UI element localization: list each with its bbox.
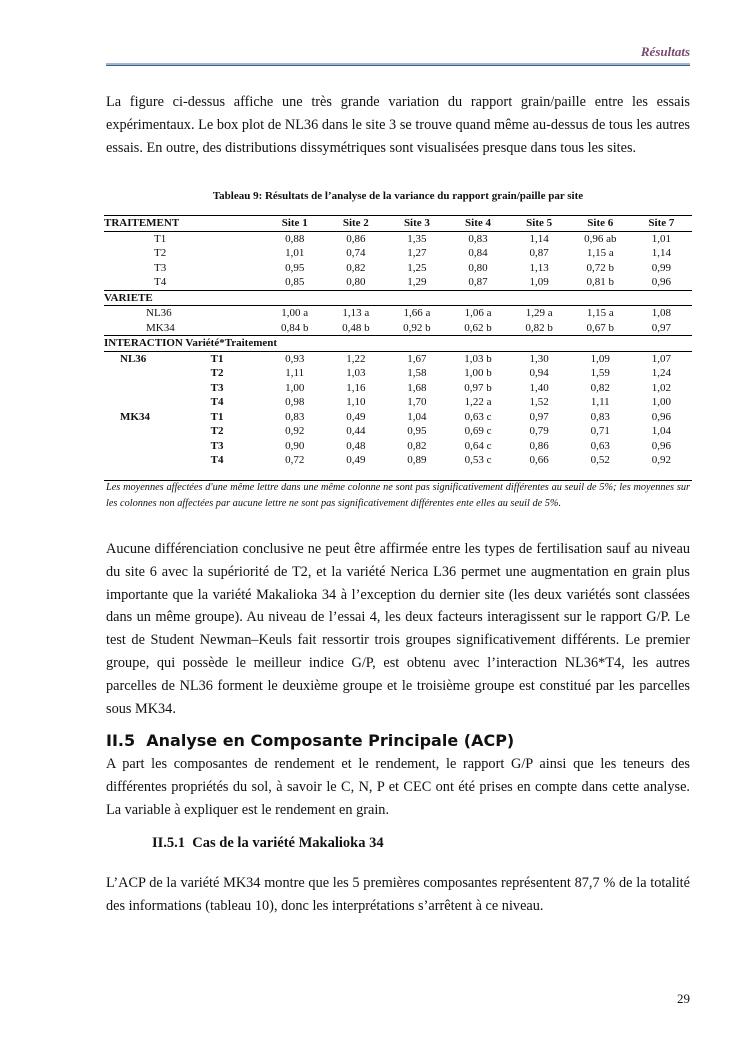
table-cell: 0,99 bbox=[651, 261, 672, 274]
header-site-2: Site 2 bbox=[325, 216, 386, 232]
table-cell: 1,40 bbox=[529, 381, 549, 394]
header-rule bbox=[106, 63, 690, 66]
table-cell: 0,80 bbox=[346, 276, 366, 288]
table-cell: 1,16 bbox=[346, 381, 366, 394]
header-site-7: Site 7 bbox=[631, 216, 692, 232]
table-cell: 0,92 bbox=[285, 425, 305, 437]
variety-label bbox=[104, 453, 195, 480]
table-cell: 1,00 a bbox=[281, 307, 309, 319]
table-cell: 0,92 b bbox=[403, 321, 431, 334]
table-cell: 1,59 bbox=[590, 367, 610, 379]
table-cell: 0,86 bbox=[529, 439, 549, 452]
table-cell: 0,63 c bbox=[464, 410, 492, 423]
paragraph-acp-intro: A part les composantes de rendement et le rendement, le rapport G/P ainsi que les teneurs des différentes propriétés du sol, à savoir le C, N, P et CEC ont été prises en compte dans cette analyse. La variable à expliquer est le rendement en grain. bbox=[106, 756, 690, 818]
table-cell: 1,06 a bbox=[464, 307, 492, 319]
table-cell: 0,93 bbox=[285, 352, 305, 365]
table-cell: 0,82 bbox=[590, 381, 610, 394]
table-cell: 1,52 bbox=[529, 396, 549, 408]
table-row bbox=[104, 453, 692, 480]
treatment-label: T1 bbox=[210, 410, 224, 423]
table-cell: 1,03 b bbox=[464, 352, 492, 365]
table-row bbox=[104, 351, 692, 366]
variete-section-label: VARIETE bbox=[104, 290, 692, 306]
table-footnote: Les moyennes affectées d'une même lettre dans une même colonne ne sont pas significativement différentes au seuil de 5%; les moyennes sur les colonnes non affectées par aucune lettre ne sont pas significativement différentes ente elles au seuil de 5%. bbox=[106, 482, 690, 509]
treatment-label: T1 bbox=[210, 352, 224, 365]
table-cell: 1,25 bbox=[407, 261, 427, 274]
treatment-label: T3 bbox=[210, 439, 224, 452]
table-row bbox=[104, 366, 692, 381]
variety-label bbox=[104, 366, 195, 381]
table-cell: 1,11 bbox=[285, 367, 305, 379]
table-caption: Tableau 9: Résultats de l’analyse de la variance du rapport grain/paille par site bbox=[212, 190, 584, 202]
table-row bbox=[104, 246, 692, 261]
table-cell: 1,15 a bbox=[586, 307, 614, 319]
table-cell: 0,89 bbox=[386, 453, 447, 480]
table-cell: 0,49 bbox=[325, 453, 386, 480]
table-cell: 1,04 bbox=[651, 425, 672, 437]
traitement-rows bbox=[104, 231, 692, 290]
table-cell: 0,72 b bbox=[586, 261, 614, 274]
table-cell: 0,87 bbox=[468, 276, 488, 288]
header-site-6: Site 6 bbox=[570, 216, 631, 232]
table-cell: 1,00 bbox=[285, 381, 305, 394]
table-cell: 0,69 c bbox=[464, 425, 492, 437]
table-cell: 0,44 bbox=[346, 425, 366, 437]
variety-label bbox=[104, 381, 195, 396]
table-cell: 0,92 bbox=[631, 453, 692, 480]
table-row bbox=[104, 231, 692, 246]
table-cell: 1,58 bbox=[407, 367, 427, 379]
table-cell: 1,70 bbox=[407, 396, 427, 408]
page-number: 29 bbox=[677, 991, 690, 1006]
table-cell: 1,08 bbox=[651, 307, 672, 319]
table-cell: 1,15 a bbox=[586, 247, 614, 259]
table-cell: 0,96 bbox=[651, 410, 672, 423]
table-cell: 0,52 bbox=[570, 453, 631, 480]
table-cell: 0,80 bbox=[468, 261, 488, 274]
table-cell: 0,83 bbox=[285, 410, 305, 423]
table-cell: 1,30 bbox=[529, 352, 549, 365]
header-site-1: Site 1 bbox=[264, 216, 325, 232]
table-cell: 0,95 bbox=[407, 425, 427, 437]
table-cell: 1,00 b bbox=[464, 367, 492, 379]
subsection-heading bbox=[152, 835, 384, 852]
table-cell: 1,24 bbox=[651, 367, 672, 379]
table-cell: 1,22 bbox=[346, 352, 366, 365]
table-cell: 0,81 b bbox=[586, 276, 614, 288]
table-header-row bbox=[104, 216, 692, 232]
header-site-5: Site 5 bbox=[509, 216, 570, 232]
header-traitement: TRAITEMENT bbox=[104, 216, 264, 232]
table-cell: 0,97 b bbox=[464, 381, 492, 394]
header-site-4: Site 4 bbox=[447, 216, 508, 232]
table-cell: 1,66 a bbox=[403, 307, 431, 319]
variety-label bbox=[104, 439, 195, 454]
treatment-label: T4 bbox=[195, 453, 265, 480]
paragraph-discussion: Aucune différenciation conclusive ne peut être affirmée entre les types de fertilisation sauf au niveau du site 6 avec la supériorité de T2, et la variété Nerica L36 permet une augmentation en grain plus importante que la variété Makalioka 34 à l’exception du dernier site (les deux variétés sont classées dans un même groupe). Au niveau de l’essai 4, les deux facteurs interagissent sur le rapport G/P. Le test de Student Newman–Keuls fait ressortir trois groupes significativement différents. Le premier groupe, qui possède le meilleur indice G/P, est obtenu avec l’interaction NL36*T4, les autres parcelles de NL36 forment le deuxième groupe et le troisième groupe est constitué par les parcelles sous MK34. bbox=[106, 541, 690, 717]
table-row bbox=[104, 424, 692, 439]
table-cell: 1,13 bbox=[529, 261, 549, 274]
table-cell: 1,01 bbox=[285, 247, 305, 259]
table-cell: 0,82 b bbox=[525, 321, 553, 334]
table-cell: 0,83 bbox=[468, 232, 488, 245]
interaction-rows bbox=[104, 351, 692, 480]
table-cell: 0,85 bbox=[285, 276, 305, 288]
table-cell: 0,79 bbox=[529, 425, 549, 437]
table-row bbox=[104, 439, 692, 454]
row-label: T3 bbox=[154, 261, 167, 274]
table-cell: 0,98 bbox=[285, 396, 305, 408]
table-cell: 0,94 bbox=[529, 367, 549, 379]
paragraph-intro: La figure ci-dessus affiche une très grande variation du rapport grain/paille entre les essais expérimentaux. Le box plot de NL36 dans le site 3 se trouve quand même au-dessus de tous les autres essais. En outre, des distributions dissymétriques sont visualisées presque dans tous les sites. bbox=[106, 94, 690, 156]
table-cell: 0,97 bbox=[529, 410, 549, 423]
table-cell: 1,03 bbox=[346, 367, 366, 379]
table-cell: 0,96 bbox=[651, 276, 672, 288]
table-cell: 0,67 b bbox=[586, 321, 614, 334]
table-cell: 1,29 a bbox=[525, 307, 553, 319]
table-row bbox=[104, 261, 692, 276]
table-cell: 0,95 bbox=[285, 261, 305, 274]
table-cell: 1,11 bbox=[590, 396, 610, 408]
variety-label bbox=[104, 395, 195, 410]
row-label: T4 bbox=[154, 276, 167, 288]
table-cell: 0,84 b bbox=[280, 321, 309, 334]
table-row bbox=[104, 381, 692, 396]
table-cell: 0,72 bbox=[264, 453, 325, 480]
table-cell: 0,83 bbox=[590, 410, 610, 423]
table-cell: 0,63 bbox=[590, 439, 610, 452]
table-cell: 0,96 ab bbox=[584, 232, 617, 245]
table-cell: 0,74 bbox=[346, 247, 366, 259]
table-cell: 1,14 bbox=[529, 232, 549, 245]
section-heading bbox=[106, 731, 514, 750]
table-cell: 0,48 bbox=[346, 439, 366, 452]
running-header: Résultats bbox=[640, 44, 690, 59]
row-label: T2 bbox=[154, 247, 167, 259]
table-cell: 1,09 bbox=[590, 352, 610, 365]
table-cell: 1,67 bbox=[407, 352, 427, 365]
table-row bbox=[104, 395, 692, 410]
treatment-label: T2 bbox=[210, 367, 224, 379]
variety-label: NL36 bbox=[120, 352, 147, 365]
table-cell: 1,35 bbox=[407, 232, 427, 245]
table-row bbox=[104, 410, 692, 425]
variety-label bbox=[104, 424, 195, 439]
table-cell: 0,64 c bbox=[464, 439, 492, 452]
table-cell: 1,02 bbox=[651, 381, 672, 394]
table-cell: 1,13 a bbox=[342, 307, 370, 319]
table-cell: 0,96 bbox=[651, 439, 672, 452]
subsection-number: II.5.1 bbox=[152, 835, 186, 851]
table-cell: 0,53 c bbox=[447, 453, 508, 480]
table-cell: 1,14 bbox=[651, 247, 672, 259]
treatment-label: T3 bbox=[210, 381, 224, 394]
table-cell: 1,04 bbox=[407, 410, 427, 423]
table-cell: 0,82 bbox=[407, 439, 427, 452]
treatment-label: T2 bbox=[210, 425, 224, 437]
table-cell: 0,49 bbox=[346, 410, 366, 423]
table-cell: 1,22 a bbox=[464, 396, 492, 408]
row-label: T1 bbox=[154, 232, 167, 245]
interaction-section-label: INTERACTION Variété*Traitement bbox=[104, 336, 692, 352]
table-cell: 0,97 bbox=[651, 321, 672, 334]
table-cell: 1,09 bbox=[529, 276, 549, 288]
table-cell: 1,10 bbox=[346, 396, 366, 408]
table-cell: 0,88 bbox=[285, 232, 305, 245]
table-cell: 1,29 bbox=[407, 276, 427, 288]
table-cell: 1,01 bbox=[651, 232, 672, 245]
table-cell: 0,90 bbox=[285, 439, 305, 452]
table-cell: 0,62 b bbox=[464, 321, 492, 334]
table-cell: 1,27 bbox=[407, 247, 427, 259]
table-cell: 0,48 b bbox=[342, 321, 370, 334]
table-cell: 0,87 bbox=[529, 247, 549, 259]
row-label: MK34 bbox=[146, 321, 175, 334]
table-cell: 0,66 bbox=[509, 453, 570, 480]
table-cell: 0,71 bbox=[590, 425, 610, 437]
row-label: NL36 bbox=[146, 307, 172, 319]
treatment-label: T4 bbox=[210, 396, 224, 408]
header-site-3: Site 3 bbox=[386, 216, 447, 232]
paragraph-mk34: L’ACP de la variété MK34 montre que les 5 premières composantes représentent 87,7 % de la totalité des informations (tableau 10), donc les interprétations s’arrêtent à ce niveau. bbox=[106, 875, 690, 914]
table-row bbox=[104, 275, 692, 290]
variety-label: MK34 bbox=[120, 410, 150, 423]
table-cell: 0,84 bbox=[468, 247, 488, 259]
table-cell: 1,00 bbox=[651, 396, 672, 408]
table-cell: 0,86 bbox=[346, 232, 366, 245]
table-row bbox=[104, 321, 692, 336]
table-row bbox=[104, 306, 692, 321]
section-number: II.5 bbox=[106, 731, 136, 750]
variete-rows bbox=[104, 306, 692, 336]
table-cell: 1,07 bbox=[651, 352, 672, 365]
table-cell: 0,82 bbox=[346, 261, 366, 274]
table-cell: 1,68 bbox=[407, 381, 427, 394]
anova-table bbox=[104, 215, 692, 481]
section-title: Analyse en Composante Principale (ACP) bbox=[146, 731, 515, 750]
subsection-title: Cas de la variété Makalioka 34 bbox=[192, 835, 384, 851]
